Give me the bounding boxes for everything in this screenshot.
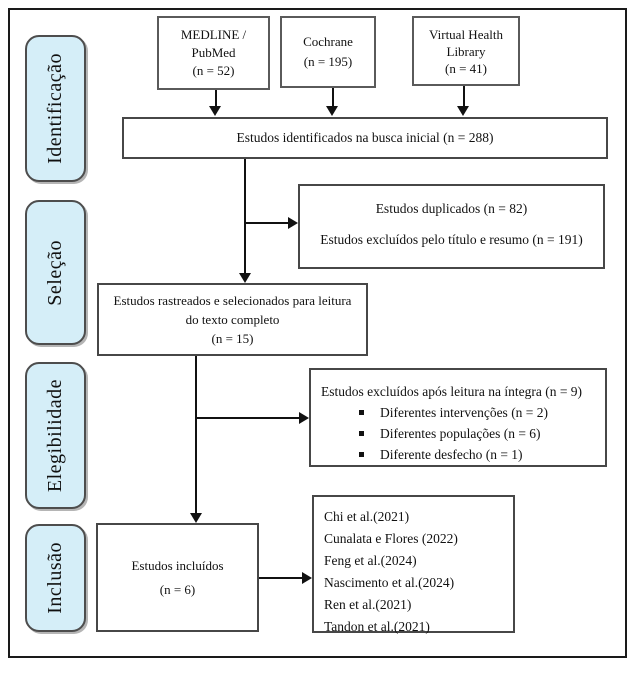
exclusion-reason-row — [359, 425, 541, 442]
connector-vhl-down — [463, 86, 465, 108]
exclusion-reason-interventions: Diferentes intervenções (n = 2) — [380, 405, 549, 420]
source-box-virtual-health-library — [412, 16, 520, 86]
source-box-cochrane — [280, 16, 376, 88]
identified-studies-text: Estudos identificados na busca inicial (n = 288) — [236, 130, 494, 145]
screened-line1: Estudos rastreados e selecionados para leitura — [113, 293, 352, 308]
included-studies-count: (n = 6) — [159, 581, 196, 597]
fulltext-exclusions-box — [309, 368, 607, 467]
arrow-down-icon — [239, 273, 251, 283]
duplicates-text: Estudos duplicados (n = 82) — [375, 201, 528, 216]
reference-item: Feng et al.(2024) — [324, 553, 417, 568]
screened-line2: do texto completo — [185, 312, 280, 327]
arrow-right-icon — [302, 572, 312, 584]
connector-screened-to-included — [195, 356, 197, 513]
screening-exclusions-box — [298, 184, 605, 269]
stage-screening-label: Seleção — [44, 239, 66, 306]
stage-screening — [25, 200, 86, 345]
connector-branch-to-fulltext-exclusions — [196, 417, 299, 419]
source-vhl-line1: Virtual Health — [429, 26, 503, 42]
source-vhl-line2: Library — [446, 43, 486, 59]
stage-inclusion — [25, 524, 86, 632]
exclusion-reason-row — [359, 446, 523, 463]
screened-count: (n = 15) — [211, 331, 254, 346]
title-abstract-excluded-text: Estudos excluídos pelo título e resumo (n = 191) — [320, 232, 583, 247]
arrow-right-icon — [299, 412, 309, 424]
source-medline-line1: MEDLINE / — [180, 27, 247, 42]
fulltext-exclusions-title: Estudos excluídos após leitura na íntegra (n = 9) — [321, 384, 583, 399]
arrow-down-icon — [190, 513, 202, 523]
reference-item: Tandon et al.(2021) — [324, 619, 430, 634]
arrow-down-icon — [209, 106, 221, 116]
reference-item: Cunalata e Flores (2022) — [324, 531, 458, 546]
source-cochrane-count: (n = 195) — [303, 54, 353, 69]
included-studies-box — [96, 523, 259, 632]
reference-item: Ren et al.(2021) — [324, 597, 412, 612]
stage-inclusion-label: Inclusão — [44, 542, 66, 614]
connector-included-to-references — [259, 577, 302, 579]
stage-eligibility — [25, 362, 86, 509]
connector-identified-to-screened — [244, 159, 246, 275]
arrow-down-icon — [326, 106, 338, 116]
arrow-right-icon — [288, 217, 298, 229]
exclusion-reason-populations: Diferentes populações (n = 6) — [380, 426, 541, 441]
identified-studies-box — [122, 117, 608, 159]
arrow-down-icon — [457, 106, 469, 116]
included-references-box — [312, 495, 515, 633]
exclusion-reason-row — [359, 404, 548, 421]
stage-identification-label: Identificação — [44, 53, 66, 164]
reference-item: Nascimento et al.(2024) — [324, 575, 455, 590]
stage-identification — [25, 35, 86, 182]
source-box-medline-pubmed — [157, 16, 270, 90]
included-studies-text: Estudos incluídos — [131, 557, 224, 573]
source-vhl-count: (n = 41) — [445, 60, 487, 76]
source-medline-count: (n = 52) — [192, 63, 235, 78]
source-cochrane-line1: Cochrane — [303, 34, 353, 49]
bullet-square-icon — [359, 410, 364, 415]
source-medline-line2: PubMed — [191, 45, 236, 60]
connector-branch-to-duplicates — [245, 222, 290, 224]
stage-eligibility-label: Elegibilidade — [44, 378, 66, 493]
reference-item: Chi et al.(2021) — [324, 509, 410, 524]
bullet-square-icon — [359, 452, 364, 457]
exclusion-reason-outcome: Diferente desfecho (n = 1) — [380, 447, 523, 462]
bullet-square-icon — [359, 431, 364, 436]
screened-studies-box — [97, 283, 368, 356]
connector-cochrane-down — [332, 88, 334, 108]
